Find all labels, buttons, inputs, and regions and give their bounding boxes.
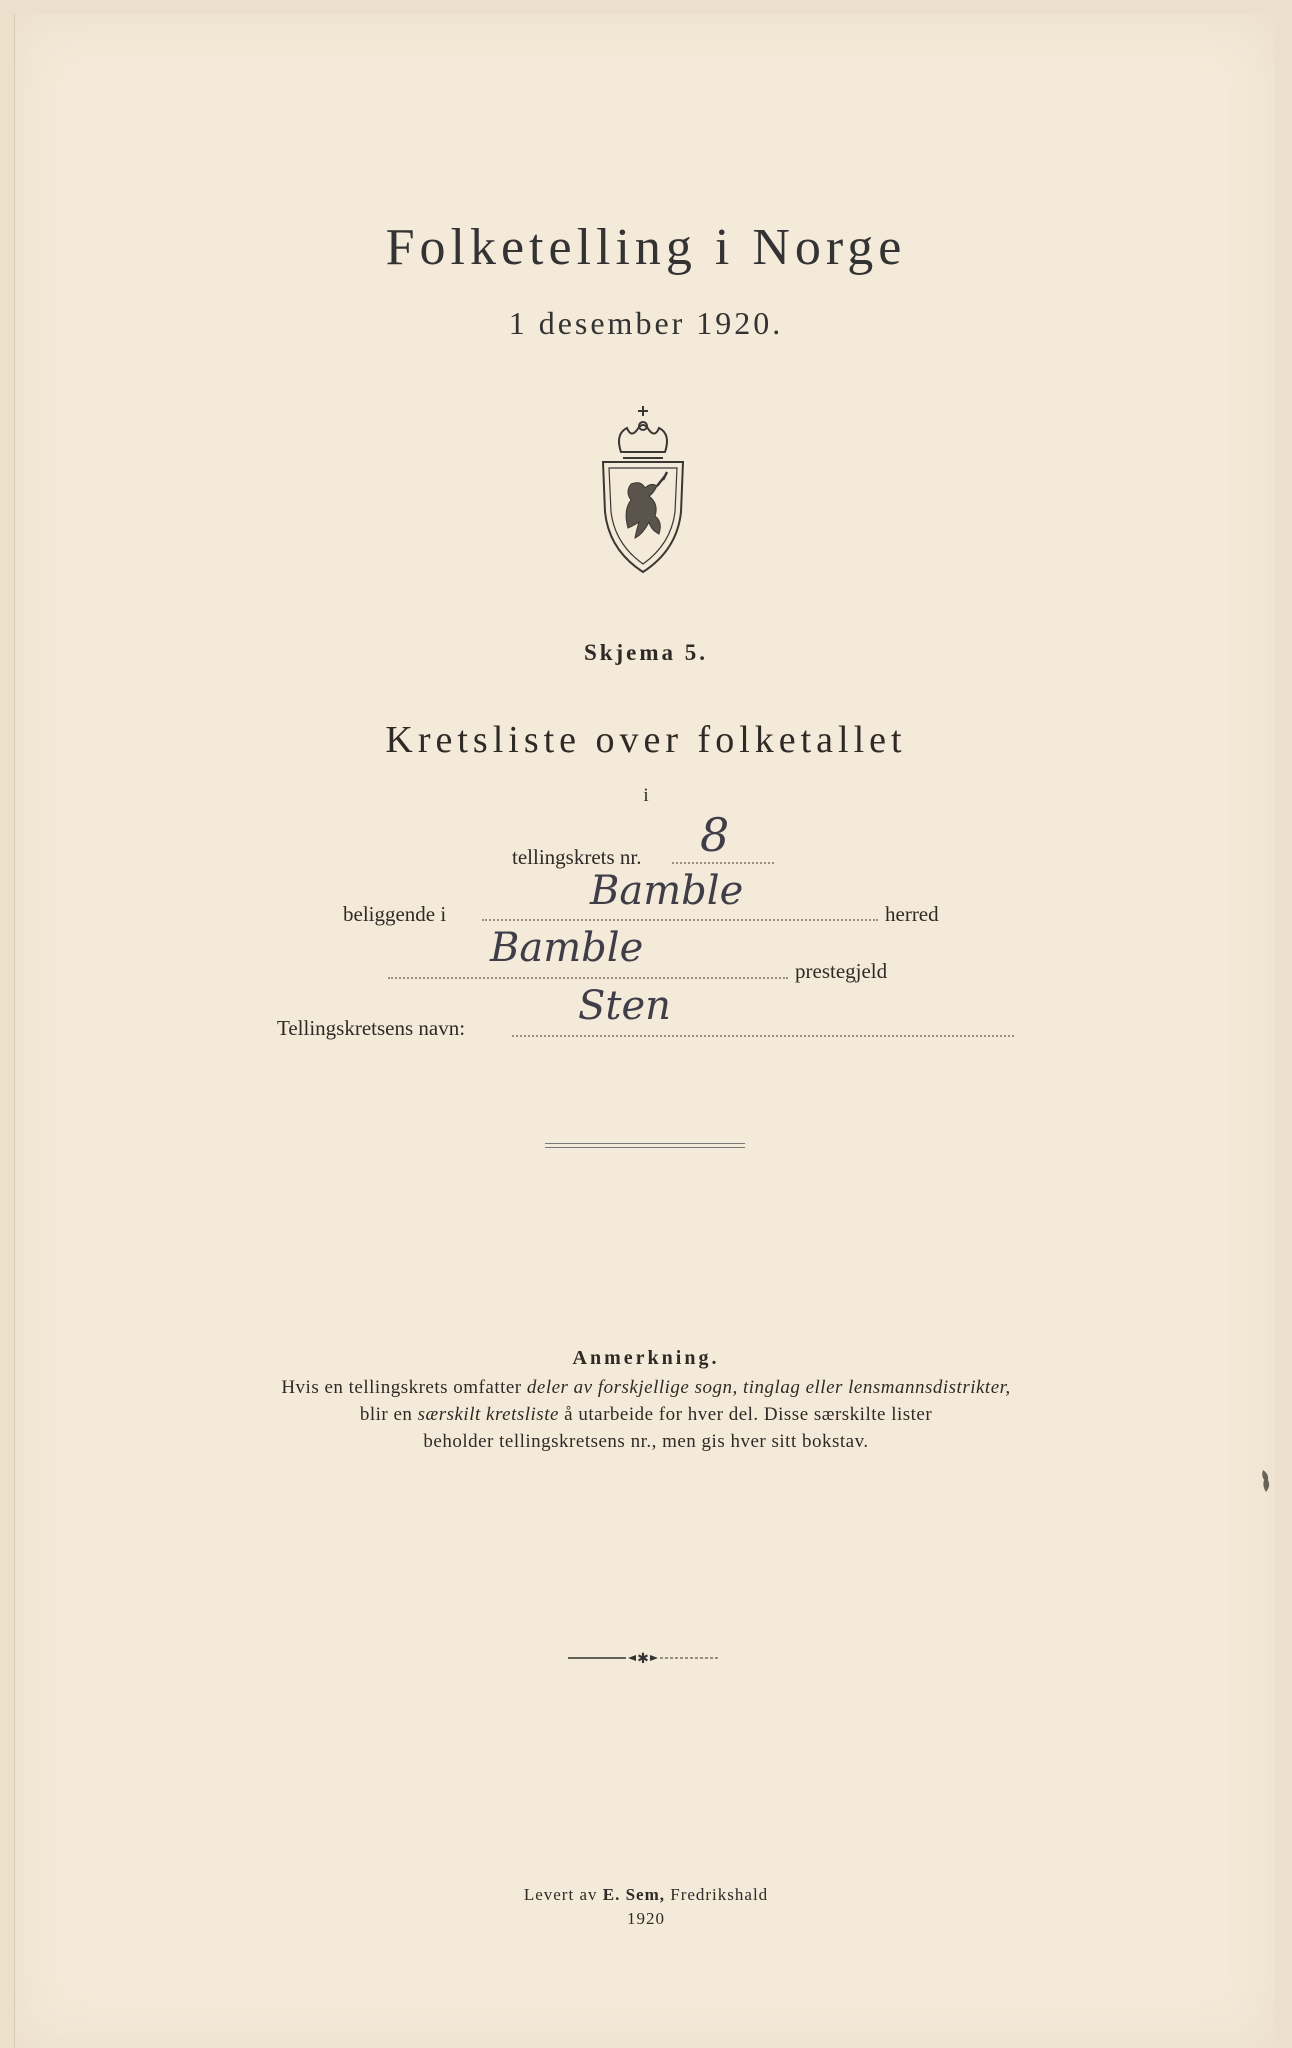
census-date: 1 desember 1920.	[508, 305, 784, 341]
beliggende-line	[482, 919, 878, 921]
prestegjeld-line	[388, 977, 788, 979]
schema-number: Skjema 5.	[583, 640, 709, 665]
navn-value: Sten	[578, 983, 671, 1029]
beliggende-label: beliggende i	[343, 902, 447, 926]
prestegjeld-label: prestegjeld	[795, 959, 888, 983]
svg-text:✱: ✱	[637, 1651, 649, 1665]
document-title: Folketelling i Norge	[385, 219, 907, 276]
separator-rule	[545, 1143, 745, 1148]
tellingskrets-value: 8	[700, 808, 730, 862]
tellingskrets-line	[672, 862, 774, 864]
norway-coat-of-arms-icon	[593, 400, 693, 575]
note-line-1: Hvis en tellingskrets omfatter deler av forskjellige sogn, tinglag eller lensmannsdistrikter,	[281, 1377, 1011, 1398]
navn-line	[512, 1035, 1014, 1037]
print-year: 1920	[627, 1909, 665, 1928]
note-line-3: beholder tellingskretsens nr., men gis hver sitt bokstav.	[423, 1431, 869, 1452]
prestegjeld-value: Bamble	[490, 925, 644, 971]
beliggende-value: Bamble	[590, 868, 744, 914]
note-heading: Anmerkning.	[572, 1347, 720, 1369]
form-subtitle: Kretsliste over folketallet	[385, 719, 907, 761]
herred-label: herred	[885, 902, 939, 926]
navn-label: Tellingskretsens navn:	[277, 1016, 466, 1040]
connector-i: i	[643, 785, 649, 806]
tellingskrets-label: tellingskrets nr.	[512, 845, 642, 869]
star-ornament-icon	[568, 1651, 718, 1665]
paper-blemish	[1260, 1468, 1272, 1494]
printer-credit: Levert av E. Sem, Fredrikshald	[523, 1885, 769, 1904]
note-line-2: blir en særskilt kretsliste å utarbeide for hver del. Disse særskilte lister	[359, 1404, 933, 1425]
